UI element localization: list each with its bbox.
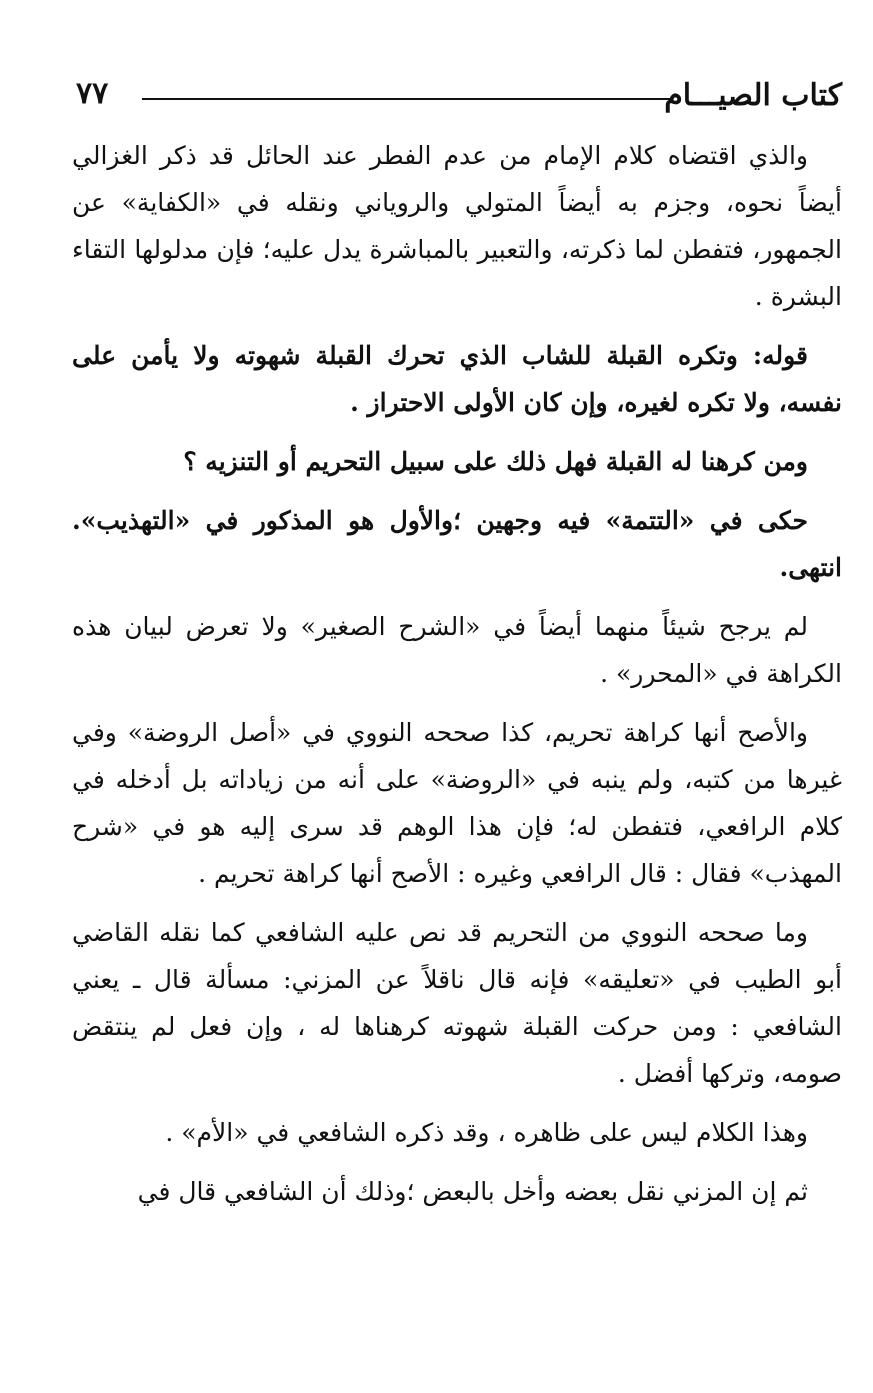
body-text: [72, 132, 842, 1227]
page-header: [72, 74, 842, 124]
paragraph-7: وما صححه النووي من التحريم قد نص عليه الشافعي كما نقله القاضي أبو الطيب في «تعليقه» فإنه قال ناقلاً عن المزني: مسألة قال ـ يعني الشافعي : ومن حركت القبلة شهوته كرهناها له ، وإن فعل لم ينتقض صومه، وتركها أفضل .: [72, 918, 842, 1088]
paragraph-4-quote: حكى في «التتمة» فيه وجهين ؛والأول هو المذكور في «التهذيب». انتهى.: [72, 506, 842, 582]
header-rule: [142, 98, 672, 100]
paragraph-5: لم يرجح شيئاً منهما أيضاً في «الشرح الصغير» ولا تعرض لبيان هذه الكراهة في «المحرر» .: [72, 612, 842, 688]
paragraph-6: والأصح أنها كراهة تحريم، كذا صححه النووي في «أصل الروضة» وفي غيرها من كتبه، ولم ينبه في «الروضة» على أنه من زياداته بل أدخله في كلام الرافعي، فتفطن له؛ فإن هذا الوهم قد سرى إليه هو في «شرح المهذب» فقال : قال الرافعي وغيره : الأصح أنها كراهة تحريم .: [72, 718, 842, 888]
paragraph-8: وهذا الكلام ليس على ظاهره ، وقد ذكره الشافعي في «الأم» .: [165, 1118, 808, 1147]
paragraph-3-quote: ومن كرهنا له القبلة فهل ذلك على سبيل التحريم أو التنزيه ؟: [183, 447, 808, 476]
paragraph-2-quote: قوله: وتكره القبلة للشاب الذي تحرك القبلة شهوته ولا يأمن على نفسه، ولا تكره لغيره، وإن كان الأولى الاحتراز .: [72, 341, 842, 417]
paragraph-9: ثم إن المزني نقل بعضه وأخل بالبعض ؛وذلك أن الشافعي قال في: [137, 1177, 808, 1206]
chapter-title: كتاب الصيـــام: [664, 78, 842, 113]
paragraph-1: والذي اقتضاه كلام الإمام من عدم الفطر عند الحائل قد ذكر الغزالي أيضاً نحوه، وجزم به أيضاً المتولي والروياني ونقله في «الكفاية» عن الجمهور، فتفطن لما ذكرته، والتعبير بالمباشرة يدل عليه؛ فإن مدلولها التقاء البشرة .: [72, 141, 842, 311]
page-number: ٧٧: [76, 76, 109, 111]
